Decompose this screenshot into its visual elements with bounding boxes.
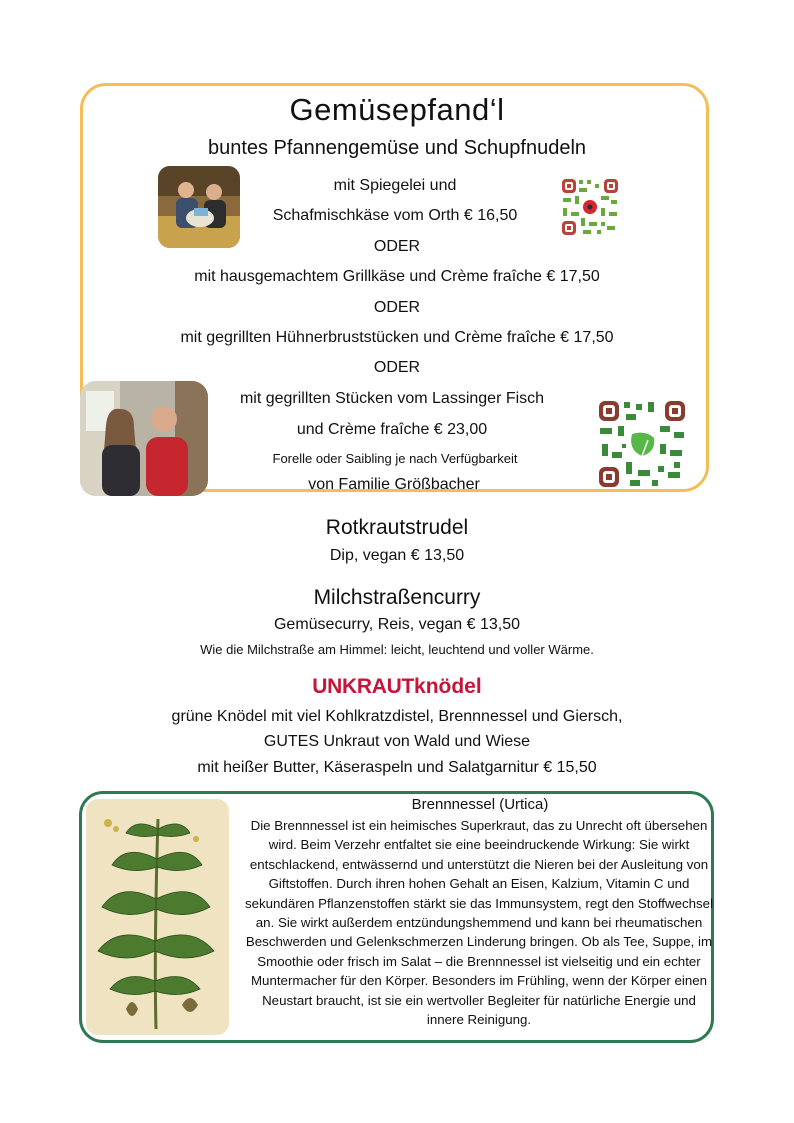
info-text: Die Brennnessel ist ein heimisches Superkraut, das zu Unrecht oft übersehen wird. Beim Verzehr entfaltet sie eine beeindruckende Wirkung: Sie wirkt entschlackend, entwässernd und unterstützt die Nieren bei der Ausleitung von Giftstoffen. Durch ihren hohen Gehalt an Eisen, Kalzium, Vitamin C und sekundären Pflanzenstoffen stärkt sie das Immunsystem, regt den Stoffwechsel an. Sie wirkt außerdem entzündungshemmend und kann bei rheumatischen Beschwerden und Gelenkschmerzen Linderung bringen. Ob als Tee, Suppe, im Smoothie oder frisch im Salat – die Brennnessel ist vielseitig und ein echter Muntermacher für den Körper. Besonders im Frühling, wenn der Körper einen Neustart braucht, ist sie ein wertvoller Begleiter für natürliche Energie und innere Reinigung. [244,818,714,1028]
family-photo [80,381,208,496]
featured-supplier: von Familie Größbacher [308,476,480,493]
featured-note: Forelle oder Saibling je nach Verfügbarkeit [272,451,518,466]
dish-2-desc: Gemüsecurry, Reis, vegan € 13,50 [273,616,521,633]
nettle-illustration [86,799,229,1035]
qr-code-icon-flower[interactable] [561,178,619,236]
featured-line-6: und Crème fraîche € 23,00 [296,421,488,438]
unkraut-title-part1: UNKRAUT [312,675,415,698]
featured-subtitle: buntes Pfannengemüse und Schupfnudeln [207,137,587,159]
featured-line-2: Schafmischkäse vom Orth € 16,50 [272,207,518,224]
featured-or-1: ODER [373,238,421,255]
featured-line-4: mit gegrillten Hühnerbruststücken und Crème fraîche € 17,50 [180,329,614,346]
dish-2-tagline: Wie die Milchstraße am Himmel: leicht, leuchtend und voller Wärme. [200,642,594,657]
featured-or-3: ODER [373,359,421,376]
unkraut-line-1: grüne Knödel mit viel Kohlkratzdistel, Brennnessel und Giersch, [171,708,623,725]
featured-or-2: ODER [373,299,421,316]
unkraut-line-2: GUTES Unkraut von Wald und Wiese [263,733,531,750]
unkraut-title [0,675,794,699]
unkraut-line-3: mit heißer Butter, Käseraspeln und Salatgarnitur € 15,50 [197,759,597,776]
farmer-photo [158,166,240,248]
info-title: Brennnessel (Urtica) [411,796,549,813]
dish-2-name: Milchstraßencurry [313,586,481,609]
featured-line-3: mit hausgemachtem Grillkäse und Crème fraîche € 17,50 [194,268,600,285]
featured-line-5: mit gegrillten Stücken vom Lassinger Fisch [239,390,545,407]
dish-1-name: Rotkrautstrudel [325,516,469,539]
featured-title: Gemüsepfand‘l [289,92,505,127]
qr-code-icon-leaf[interactable] [598,400,686,488]
dish-1-desc: Dip, vegan € 13,50 [329,547,465,564]
featured-line-1: mit Spiegelei und [333,177,457,194]
unkraut-title-part2: knödel [414,675,482,698]
